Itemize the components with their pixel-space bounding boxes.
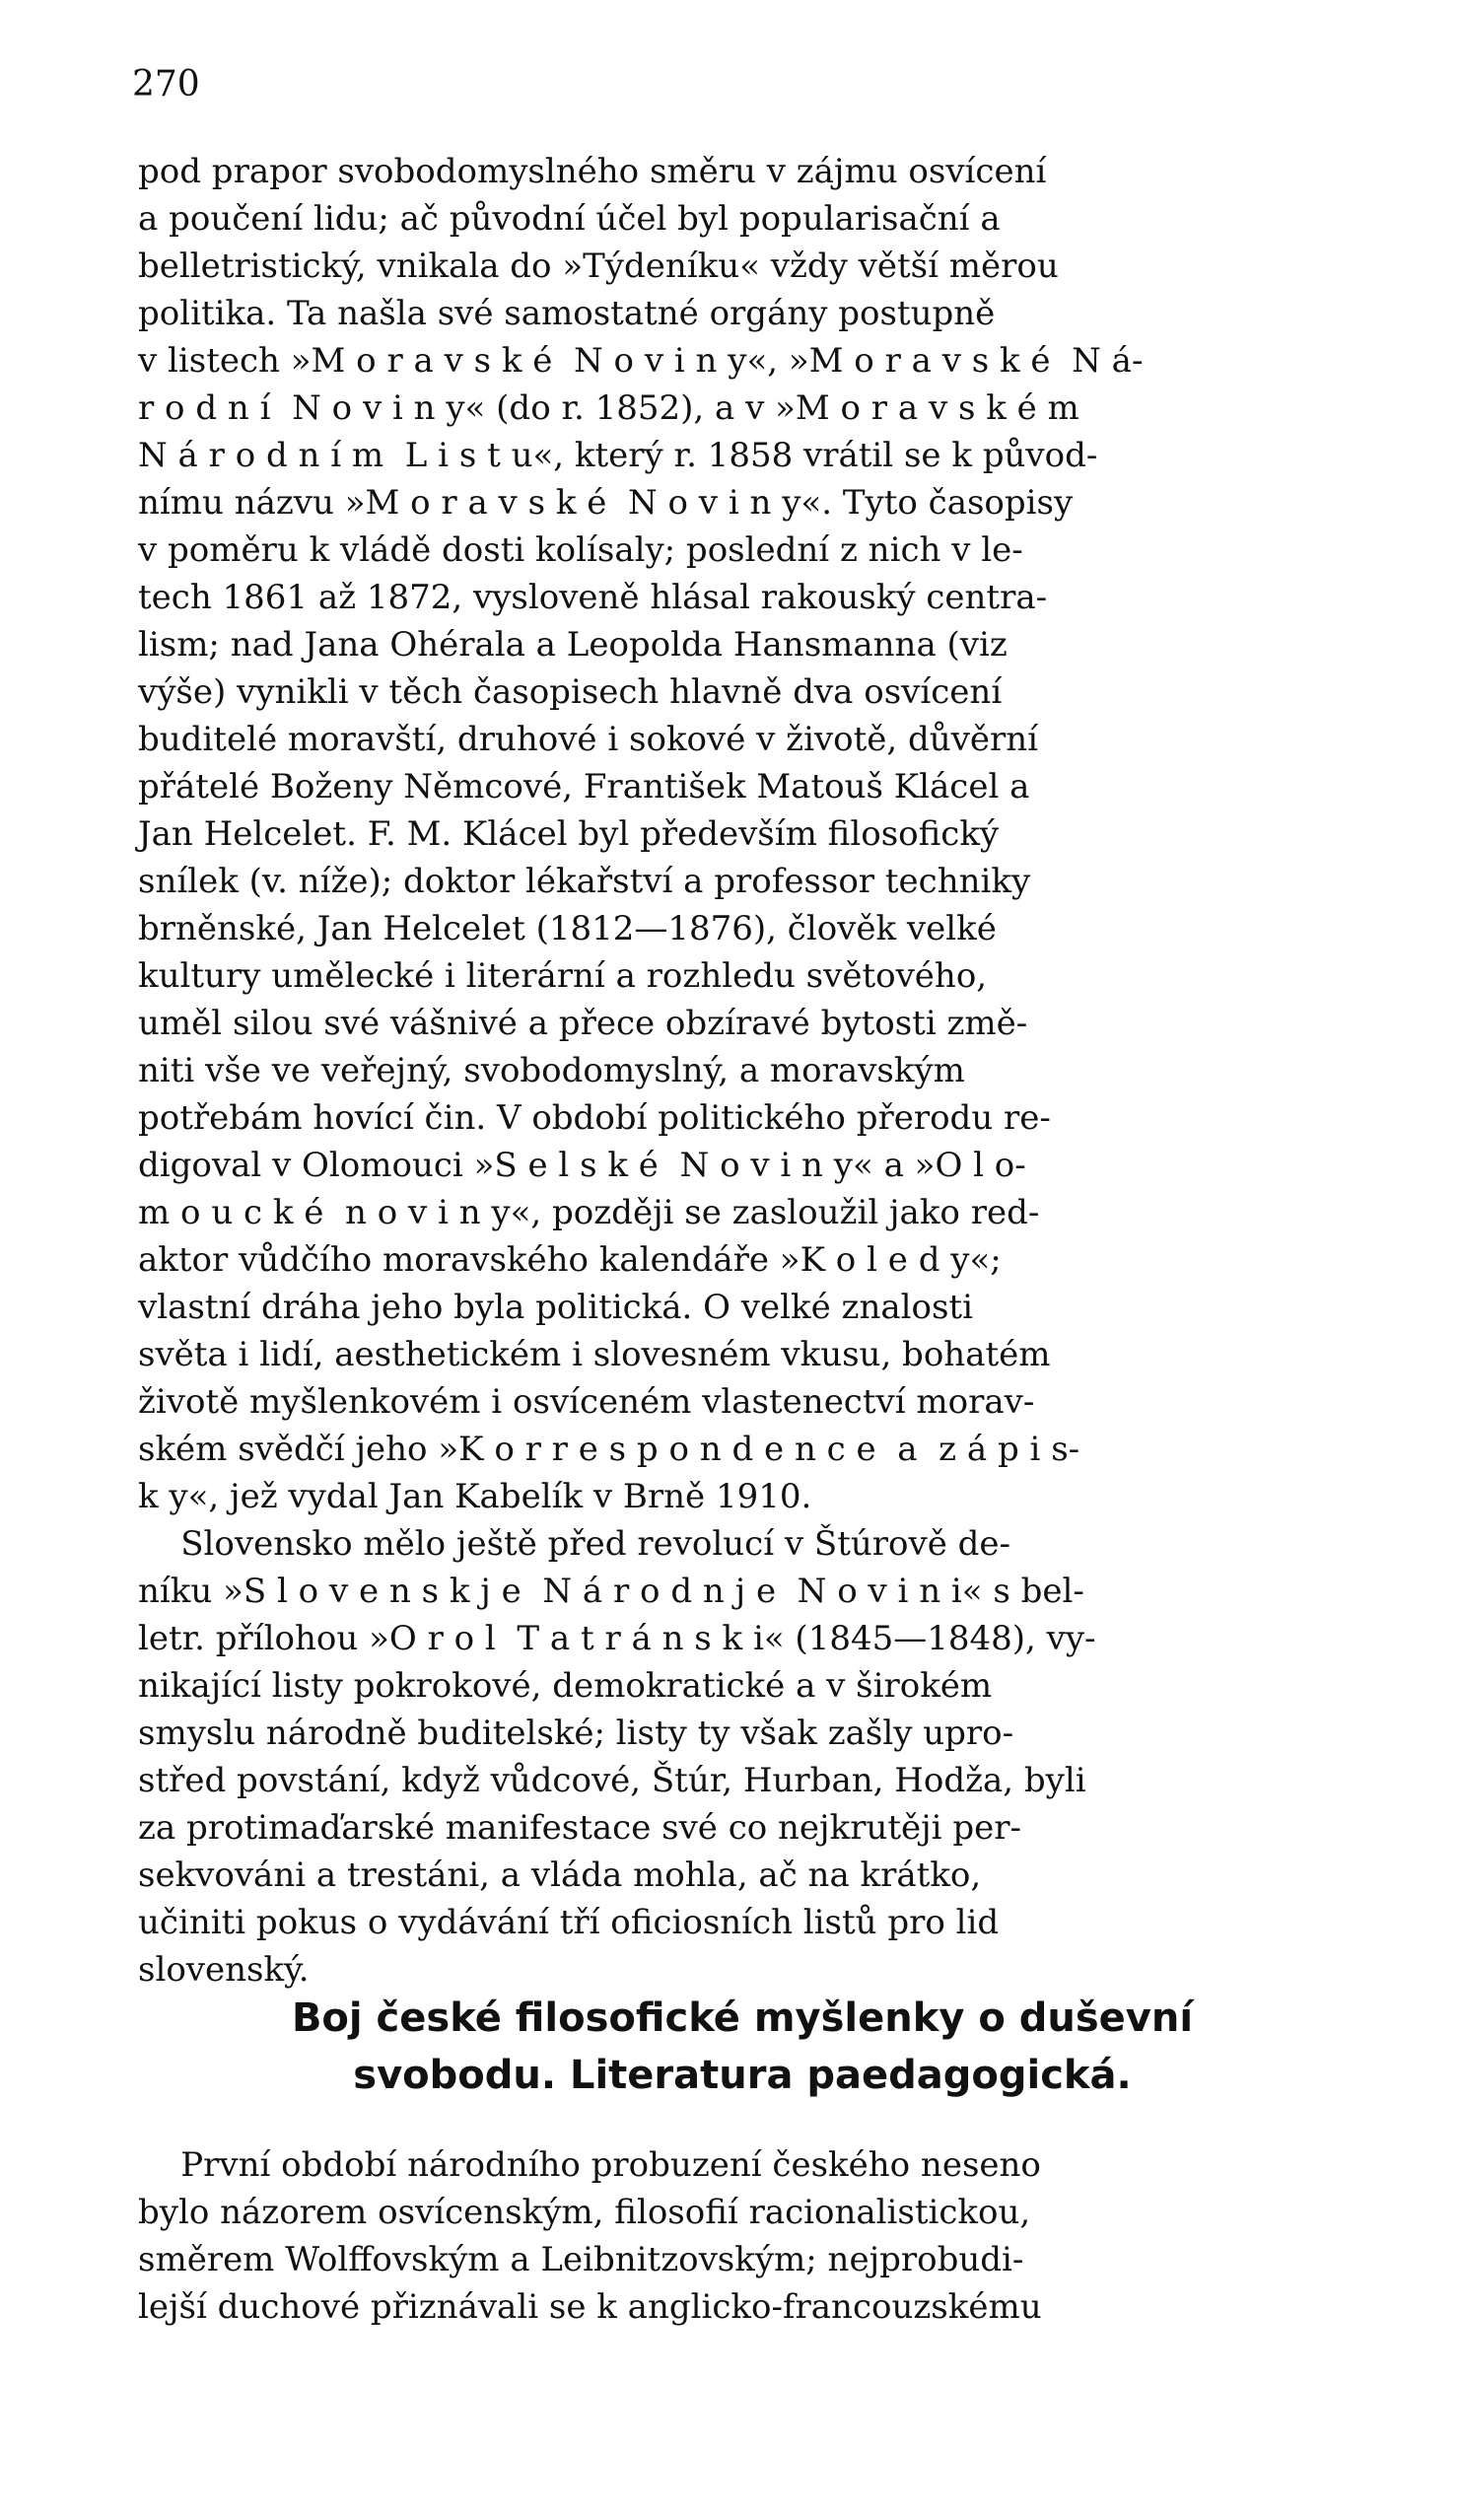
paragraph-1-line: Jan Helcelet. F. M. Klácel byl především filosofický [138, 814, 1000, 854]
paragraph-1-line: přátelé Boženy Němcové, František Matouš Klácel a [138, 767, 1030, 806]
paragraph-1-line: vlastní dráha jeho byla politická. O velké znalosti [138, 1288, 973, 1327]
paragraph-1-line: brněnské, Jan Helcelet (1812—1876), člověk velké [138, 909, 997, 948]
page-number: 270 [132, 64, 200, 105]
paragraph-1-line: životě myšlenkovém i osvíceném vlastenectví morav- [138, 1382, 1035, 1422]
paragraph-1-line: uměl silou své vášnivé a přece obzíravé bytosti změ- [138, 1004, 1028, 1043]
paragraph-1-line: nímu názvu »M o r a v s k é N o v i n y«. Tyto časopisy [138, 483, 1074, 523]
paragraph-1-line: potřebám hovící čin. V období politického přerodu re- [138, 1098, 1051, 1138]
section-heading [138, 1990, 1347, 2104]
paragraph-1-line: r o d n í N o v i n y« (do r. 1852), a v »M o r a v s k é m [138, 388, 1079, 428]
paragraph-1-line: m o u c k é n o v i n y«, později se zasloužil jako red- [138, 1193, 1040, 1232]
paragraph-2-line: níku »S l o v e n s k j e N á r o d n j e N o v i n i« s bel- [138, 1572, 1084, 1611]
paragraph-2-line: Slovensko mělo ještě před revolucí v Štúrově de- [138, 1524, 1010, 1564]
paragraph-1-line: světa i lidí, aesthetickém i slovesném vkusu, bohatém [138, 1335, 1051, 1374]
paragraph-1-line: aktor vůdčího moravského kalendáře »K o l e d y«; [138, 1240, 1002, 1280]
heading-line: svobodu. Literatura paedagogická. [353, 2053, 1132, 2098]
paragraph-3-line: lejší duchové přiznávali se k anglicko-francouzskému [138, 2287, 1042, 2327]
paragraph-1-line: lism; nad Jana Ohérala a Leopolda Hansmanna (viz [138, 625, 1008, 665]
paragraph-2-line: učiniti pokus o vydávání tří oficiosních listů pro lid [138, 1903, 1000, 1942]
paragraph-2-line: nikající listy pokrokové, demokratické a v širokém [138, 1666, 993, 1706]
paragraph-3-line: bylo názorem osvícenským, filosofií racionalistickou, [138, 2193, 1031, 2232]
paragraph-1-line: niti vše ve veřejný, svobodomyslný, a moravským [138, 1051, 965, 1090]
paragraph-2-line: sekvováni a trestáni, a vláda mohla, ač na krátko, [138, 1855, 982, 1895]
paragraph-1-line: k y«, jež vydal Jan Kabelík v Brně 1910. [138, 1477, 812, 1516]
heading-line: Boj české filosofické myšlenky o duševní [291, 1995, 1194, 2041]
paragraph-1-line: N á r o d n í m L i s t u«, který r. 1858 vrátil se k původ- [138, 436, 1098, 475]
paragraph-1-line: snílek (v. níže); doktor lékařství a professor techniky [138, 862, 1031, 901]
paragraph-1-line: buditelé moravští, druhové i sokové v životě, důvěrní [138, 720, 1039, 759]
paragraph-1-line: ském svědčí jeho »K o r r e s p o n d e n c e a z á p i s- [138, 1430, 1080, 1469]
paragraph-1-line: a poučení lidu; ač původní účel byl popularisační a [138, 199, 1001, 239]
paragraph-1-line: tech 1861 až 1872, vysloveně hlásal rakouský centra- [138, 578, 1048, 617]
paragraph-2-line: slovenský. [138, 1950, 310, 1990]
paragraph-1-line: v listech »M o r a v s k é N o v i n y«, »M o r a v s k é N á- [138, 341, 1144, 381]
paragraph-1-line: v poměru k vládě dosti kolísaly; poslední z nich v le- [138, 530, 1023, 570]
paragraph-3 [138, 2141, 1347, 2331]
paragraph-2-line: střed povstání, když vůdcové, Štúr, Hurban, Hodža, byli [138, 1761, 1086, 1800]
paragraph-1-line: belletristický, vnikala do »Týdeníku« vždy větší měrou [138, 246, 1059, 286]
paragraph-2-line: za protimaďarské manifestace své co nejkrutěji per- [138, 1808, 1021, 1848]
paragraph-1-line: digoval v Olomouci »S e l s k é N o v i n y« a »O l o- [138, 1146, 1026, 1185]
paragraph-1-line: výše) vynikli v těch časopisech hlavně dva osvícení [138, 672, 1003, 712]
paragraph-2-line: smyslu národně buditelské; listy ty však zašly upro- [138, 1714, 1014, 1753]
paragraph-3-line: První období národního probuzení českého neseno [138, 2145, 1041, 2185]
paragraph-1 [138, 148, 1347, 1994]
paragraph-1-line: politika. Ta našla své samostatné orgány postupně [138, 294, 996, 333]
paragraph-1-line: pod prapor svobodomyslného směru v zájmu osvícení [138, 152, 1047, 191]
paragraph-3-line: směrem Wolffovským a Leibnitzovským; nejprobudi- [138, 2240, 1024, 2279]
paragraph-1-line: kultury umělecké i literární a rozhledu světového, [138, 956, 988, 996]
paragraph-2-line: letr. přílohou »O r o l T a t r á n s k i« (1845—1848), vy- [138, 1619, 1096, 1658]
